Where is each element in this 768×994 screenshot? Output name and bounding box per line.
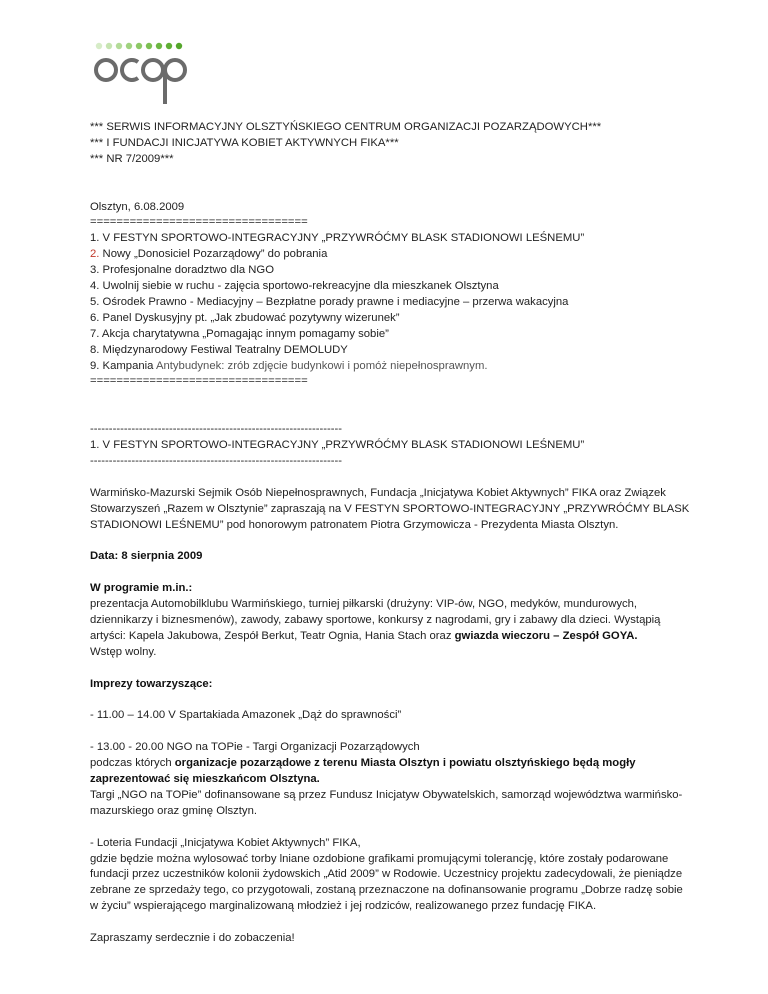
section-intro: Warmińsko-Mazurski Sejmik Osób Niepełnosprawnych, Fundacja „Inicjatywa Kobiet Aktywnych” FIKA oraz Związek Stowarzyszeń „Razem w Olsztynie” zapraszają na V FESTYN SPORTOWO-INTEGRACYJNY „PRZYWRÓĆMY BLASK STADIONOWI LEŚNEMU” pod honorowym patronatem Piotra Grzymowicza - Prezydenta Miasta Olsztyn. (90, 486, 690, 531)
toc-item-2-text: Nowy „Donosiciel Pozarządowy” do pobrania (99, 248, 328, 261)
header-line-1: *** SERWIS INFORMACYJNY OLSZTYŃSKIEGO CENTRUM ORGANIZACJI POZARZĄDOWYCH*** (90, 121, 602, 133)
logo-dots (96, 43, 182, 49)
header-line-2: *** I FUNDACJI INICJATYWA KOBIET AKTYWNYCH FIKA*** (90, 136, 399, 149)
closing-line: Zapraszamy serdecznie i do zobaczenia! (90, 932, 295, 945)
events-label: Imprezy towarzyszące: (90, 677, 213, 690)
ocop-logo (93, 40, 193, 110)
toc-item-2-number: 2. (90, 248, 100, 261)
toc-item-5: 5. Ośrodek Prawno - Mediacyjny – Bezpłatne porady prawne i mediacyjne – przerwa wakacyjna (90, 295, 569, 308)
program-text (90, 597, 690, 645)
logo-letters (96, 60, 185, 104)
event-date-label: Data: 8 sierpnia 2009 (90, 550, 203, 563)
toc-item-9-text: Antybudynek: zrób zdjęcie budynkowi i pomóż niepełnosprawnym. (153, 359, 488, 372)
event-item-2-funding: Targi „NGO na TOPie” dofinansowane są przez Fundusz Inicjatyw Obywatelskich, samorząd województwa warmińsko-mazurskiego oraz gminę Olsztyn. (90, 788, 683, 817)
event-date (90, 549, 690, 565)
event-item-2-pre: podczas których (90, 757, 175, 770)
event-item-1: - 11.00 – 14.00 V Spartakiada Amazonek „Dąż do sprawności” (90, 709, 402, 722)
toc-item-2 (90, 247, 690, 263)
events-heading (90, 677, 690, 693)
event-item-2-text (90, 756, 690, 788)
toc-item-9-label: 9. Kampania (90, 359, 154, 372)
newsletter-body (90, 120, 690, 947)
event-item-2-title: - 13.00 - 20.00 NGO na TOPie - Targi Organizacji Pozarządowych (90, 741, 420, 754)
event-item-3-title: - Loteria Fundacji „Inicjatywa Kobiet Aktywnych” FIKA, (90, 836, 361, 849)
entry-note: Wstęp wolny. (90, 645, 157, 658)
toc-item-9 (90, 359, 690, 375)
section-dash-bottom: ------------------------------------------------------------------- (90, 454, 343, 467)
section-dash-top: ------------------------------------------------------------------- (90, 423, 343, 436)
header-line-3: *** NR 7/2009*** (90, 152, 174, 165)
program-label: W programie m.in.: (90, 582, 193, 595)
program-heading (90, 581, 690, 597)
program-headliner: gwiazda wieczoru – Zespół GOYA. (454, 629, 638, 642)
separator-top: ================================= (90, 216, 308, 229)
event-item-2-bold: organizacje pozarządowe z terenu Miasta Olsztyn i powiatu olsztyńskiego będą mogły zaprezentować się mieszkańcom Olsztyna. (90, 757, 636, 785)
event-item-3-text: gdzie będzie można wylosować torby lniane ozdobione grafikami promującymi tolerancję, które zostały podarowane fundacji przez uczestników kolonii żydowskich „Atid 2009” w Rodowie. Uczestnicy projektu zadecydowali, że pieniądze zebrane ze sprzedaży tego, co przygotowali, zostaną przeznaczone na dofinansowanie programu „Dobrze radzę sobie w życiu” wspierającego marginalizowaną młodzież i jej rodziców, realizowanego przez fundację FIKA. (90, 852, 683, 913)
separator-bottom: ================================= (90, 375, 308, 388)
toc-item-7: 7. Akcja charytatywna „Pomagając innym pomagamy sobie” (90, 327, 389, 340)
section-title: 1. V FESTYN SPORTOWO-INTEGRACYJNY „PRZYWRÓĆMY BLASK STADIONOWI LEŚNEMU” (90, 439, 585, 452)
program-description: prezentacja Automobilklubu Warmińskiego, turniej piłkarski (drużyny: VIP-ów, NGO, medyków, mundurowych, dziennikarzy i biznesmenów), zawody, zabawy sportowe, konkursy z nagrodami, gry i zabawy dla dzieci. Wystąpią artyści: Kapela Jakubowa, Zespół Berkut, Teatr Ognia, Hania Stach oraz (90, 598, 661, 642)
date-line: Olsztyn, 6.08.2009 (90, 200, 185, 213)
toc-item-8: 8. Międzynarodowy Festiwal Teatralny DEMOLUDY (90, 343, 348, 356)
toc-item-4: 4. Uwolnij siebie w ruchu - zajęcia sportowo-rekreacyjne dla mieszkanek Olsztyna (90, 280, 499, 293)
toc-item-1: 1. V FESTYN SPORTOWO-INTEGRACYJNY „PRZYWRÓĆMY BLASK STADIONOWI LEŚNEMU” (90, 232, 585, 245)
toc-item-3: 3. Profesjonalne doradztwo dla NGO (90, 264, 274, 277)
table-of-contents (90, 231, 690, 374)
toc-item-6: 6. Panel Dyskusyjny pt. „Jak zbudować pozytywny wizerunek” (90, 311, 400, 324)
